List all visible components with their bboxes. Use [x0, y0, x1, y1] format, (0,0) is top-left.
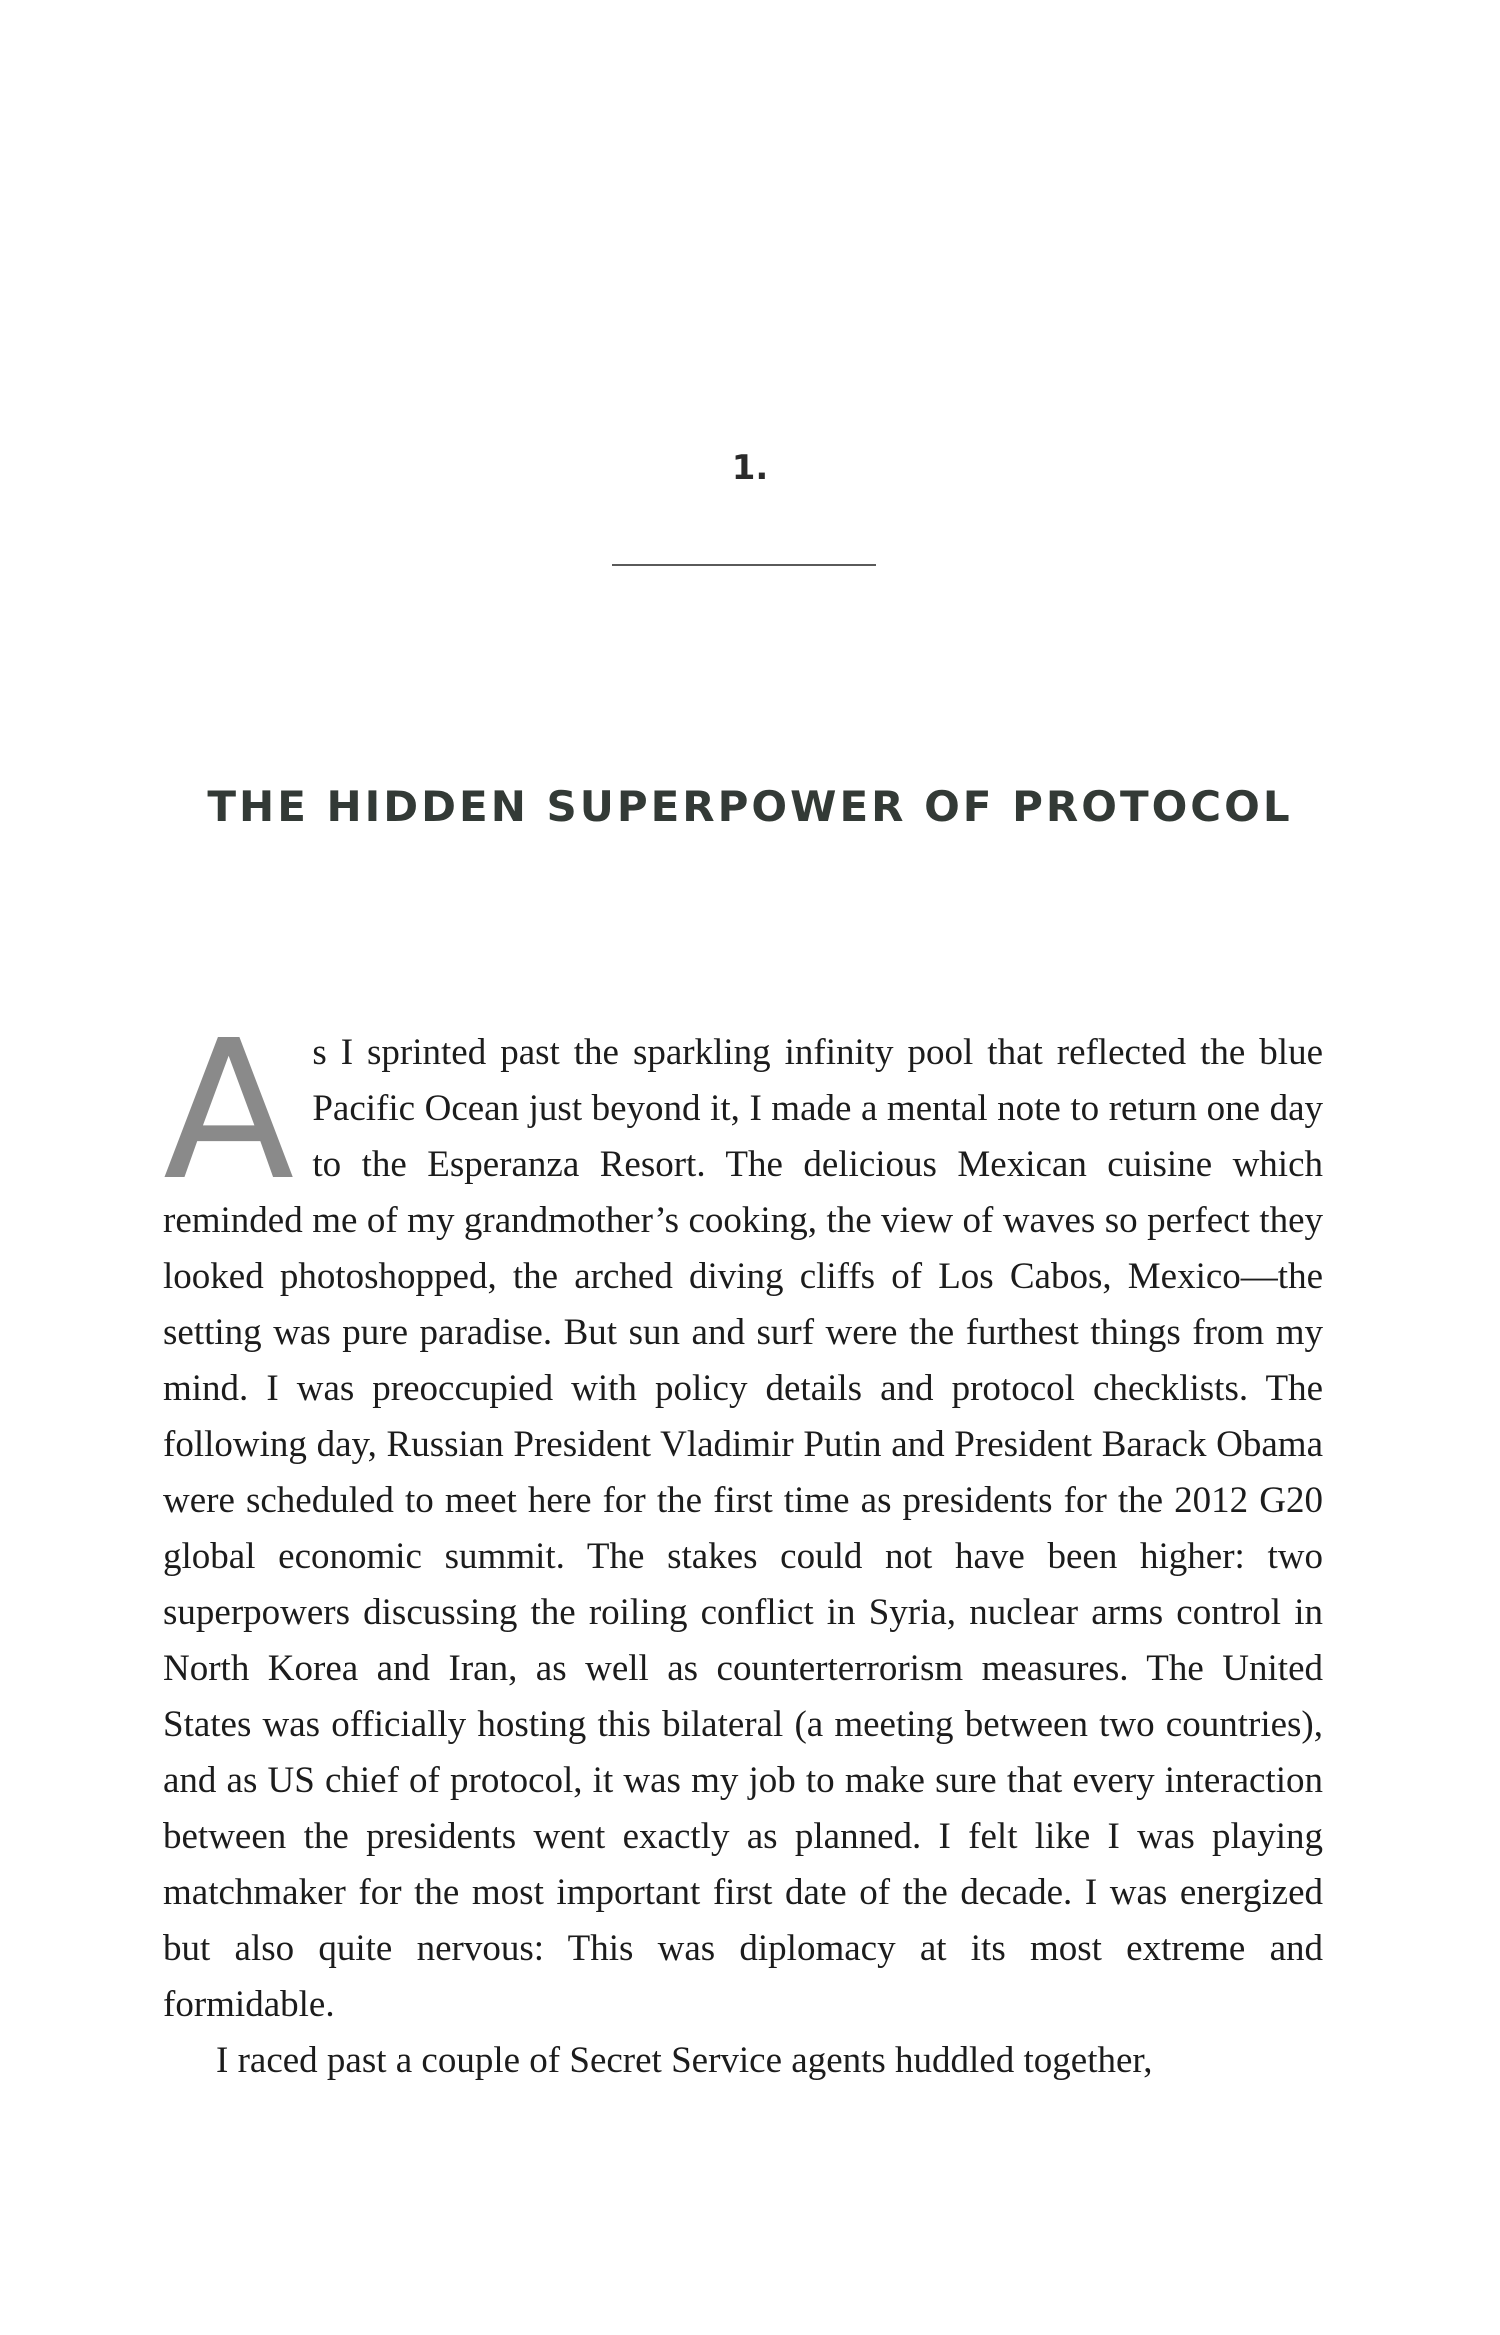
paragraph-1-text: s I sprinted past the sparkling infinity pool that reflected the blue Pacific Ocean just beyond it, I made a mental note to return one day to the Esperanza Resort. The delicious Mexican cuisine which reminded me of my grandmother’s cooking, the view of waves so perfect they looked photoshopped, the arched diving cliffs of Los Cabos, Mexico—the setting was pure paradise. But sun and surf were the furthest things from my mind. I was preoccupied with policy details and protocol checklists. The following day, Russian President Vladimir Putin and President Barack Obama were scheduled to meet here for the first time as presidents for the 2012 G20 global economic summit. The stakes could not have been higher: two superpowers discussing the roiling conflict in Syria, nuclear arms control in North Korea and Iran, as well as counterterrorism measures. The United States was officially hosting this bilateral (a meeting between two countries), and as US chief of protocol, it was my job to make sure that every interaction between the presidents went exactly as planned. I felt like I was playing matchmaker for the most important first date of the decade. I was energized but also quite nervous: This was diplomacy at its most extreme and formidable. — [163, 1032, 1323, 2025]
paragraph-1 — [163, 1000, 1323, 2033]
chapter-body — [163, 1000, 1323, 2089]
paragraph-2: I raced past a couple of Secret Service agents huddled together, — [216, 2040, 1153, 2081]
chapter-divider — [612, 564, 876, 566]
drop-cap-letter: A — [163, 1000, 295, 1223]
chapter-title: THE HIDDEN SUPERPOWER OF PROTOCOL — [207, 782, 1293, 831]
chapter-number: 1. — [731, 448, 769, 488]
